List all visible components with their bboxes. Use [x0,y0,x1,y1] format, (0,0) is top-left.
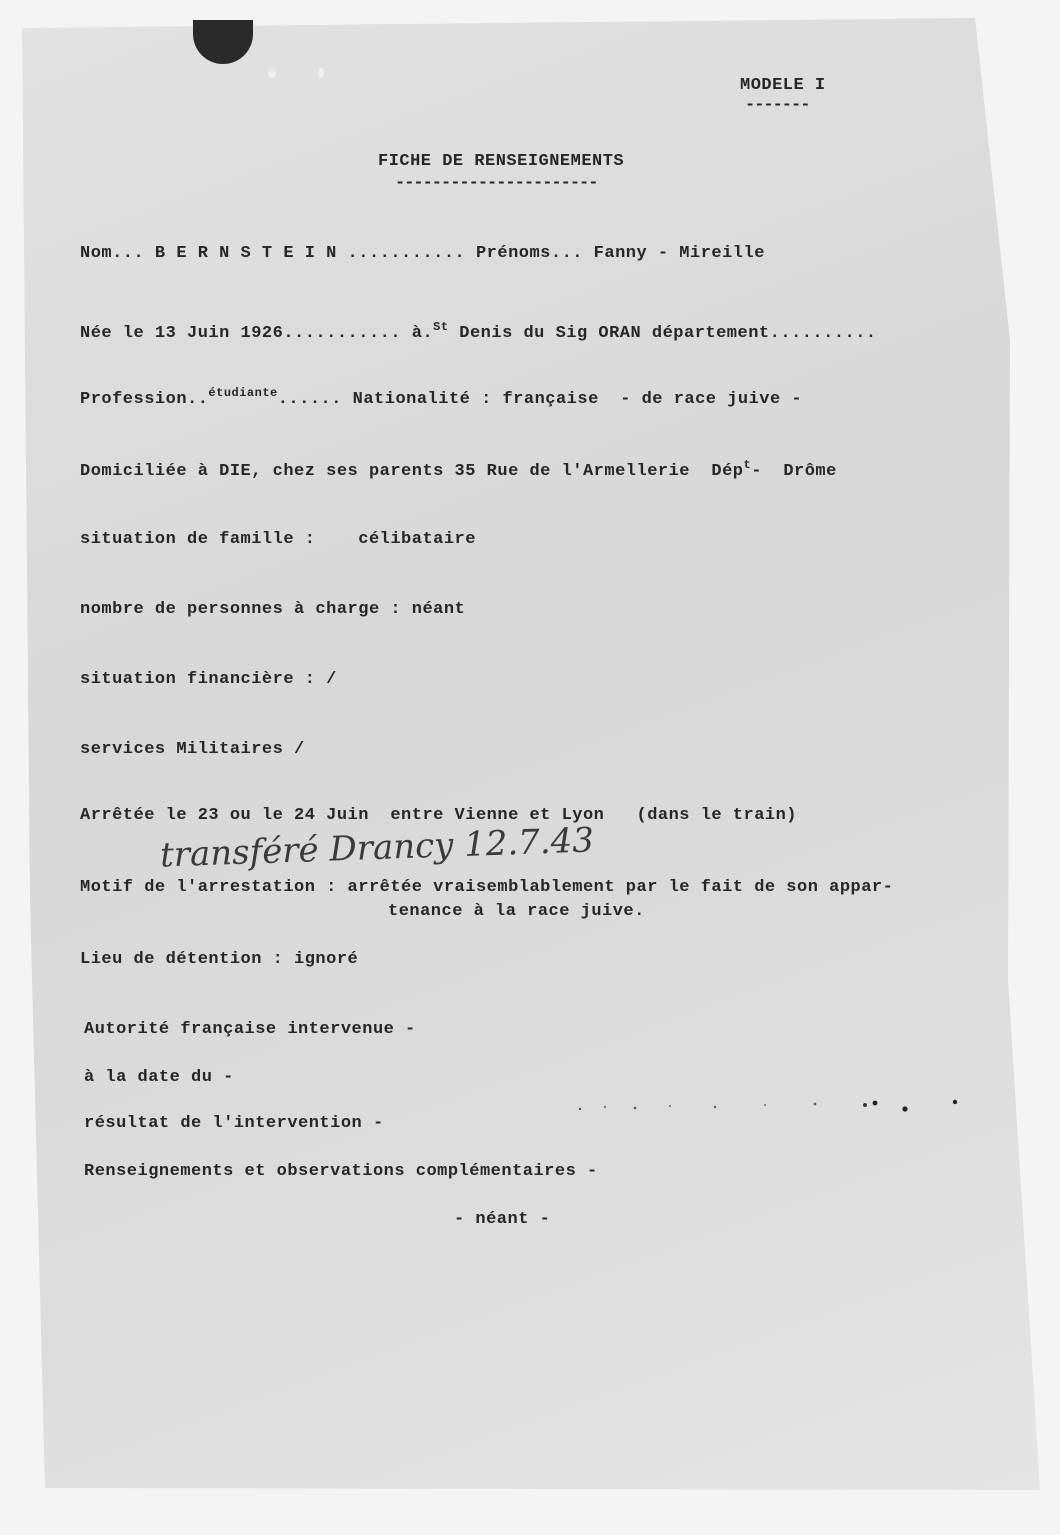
field-naissance [80,320,877,343]
field-situation-financiere: situation financière : / [80,670,337,689]
field-renseignements: Renseignements et observations complémentaires - [84,1162,598,1181]
field-neant: - néant - [454,1210,551,1229]
field-naissance-date: Née le 13 Juin 1926........... à. [80,324,434,343]
document-title: FICHE DE RENSEIGNEMENTS [378,152,625,171]
paper-spot [318,68,324,78]
ink-speckles [575,1095,975,1115]
field-domicile-sup: t [743,458,752,472]
field-profession-value: étudiante [208,386,278,400]
field-personnes-charge: nombre de personnes à charge : néant [80,600,466,619]
field-motif-line-2: tenance à la race juive. [388,902,645,921]
field-profession [80,386,802,409]
model-underline: ------- [745,96,810,115]
paper-spot [268,70,276,78]
handwritten-annotation: transféré Drancy 12.7.43 [159,820,595,876]
field-nationalite: ...... Nationalité : française - de race juive - [277,390,803,409]
field-arretee: Arrêtée le 23 ou le 24 Juin entre Vienne et Lyon (dans le train) [80,806,798,825]
field-resultat: résultat de l'intervention - [84,1114,384,1133]
title-underline: ---------------------- [395,174,598,193]
field-date-du: à la date du - [84,1068,234,1087]
model-label: MODELE I [740,76,826,95]
field-domicile-address: Domiciliée à DIE, chez ses parents 35 Rue de l'Armellerie Dép [80,462,744,481]
field-autorite: Autorité française intervenue - [84,1020,416,1039]
field-naissance-sup: St [433,320,449,334]
field-naissance-lieu: Denis du Sig ORAN département.......... [448,324,877,343]
field-domicile [80,458,837,481]
field-domicile-dept: - Drôme [751,462,837,481]
field-lieu-detention: Lieu de détention : ignoré [80,950,359,969]
field-profession-label: Profession.. [80,390,209,409]
field-nom-prenoms: Nom... B E R N S T E I N ........... Prénoms... Fanny - Mireille [80,244,765,263]
field-motif-line-1: Motif de l'arrestation : arrêtée vraisemblablement par le fait de son appar- [80,878,894,897]
field-services-militaires: services Militaires / [80,740,305,759]
field-situation-famille: situation de famille : célibataire [80,530,476,549]
